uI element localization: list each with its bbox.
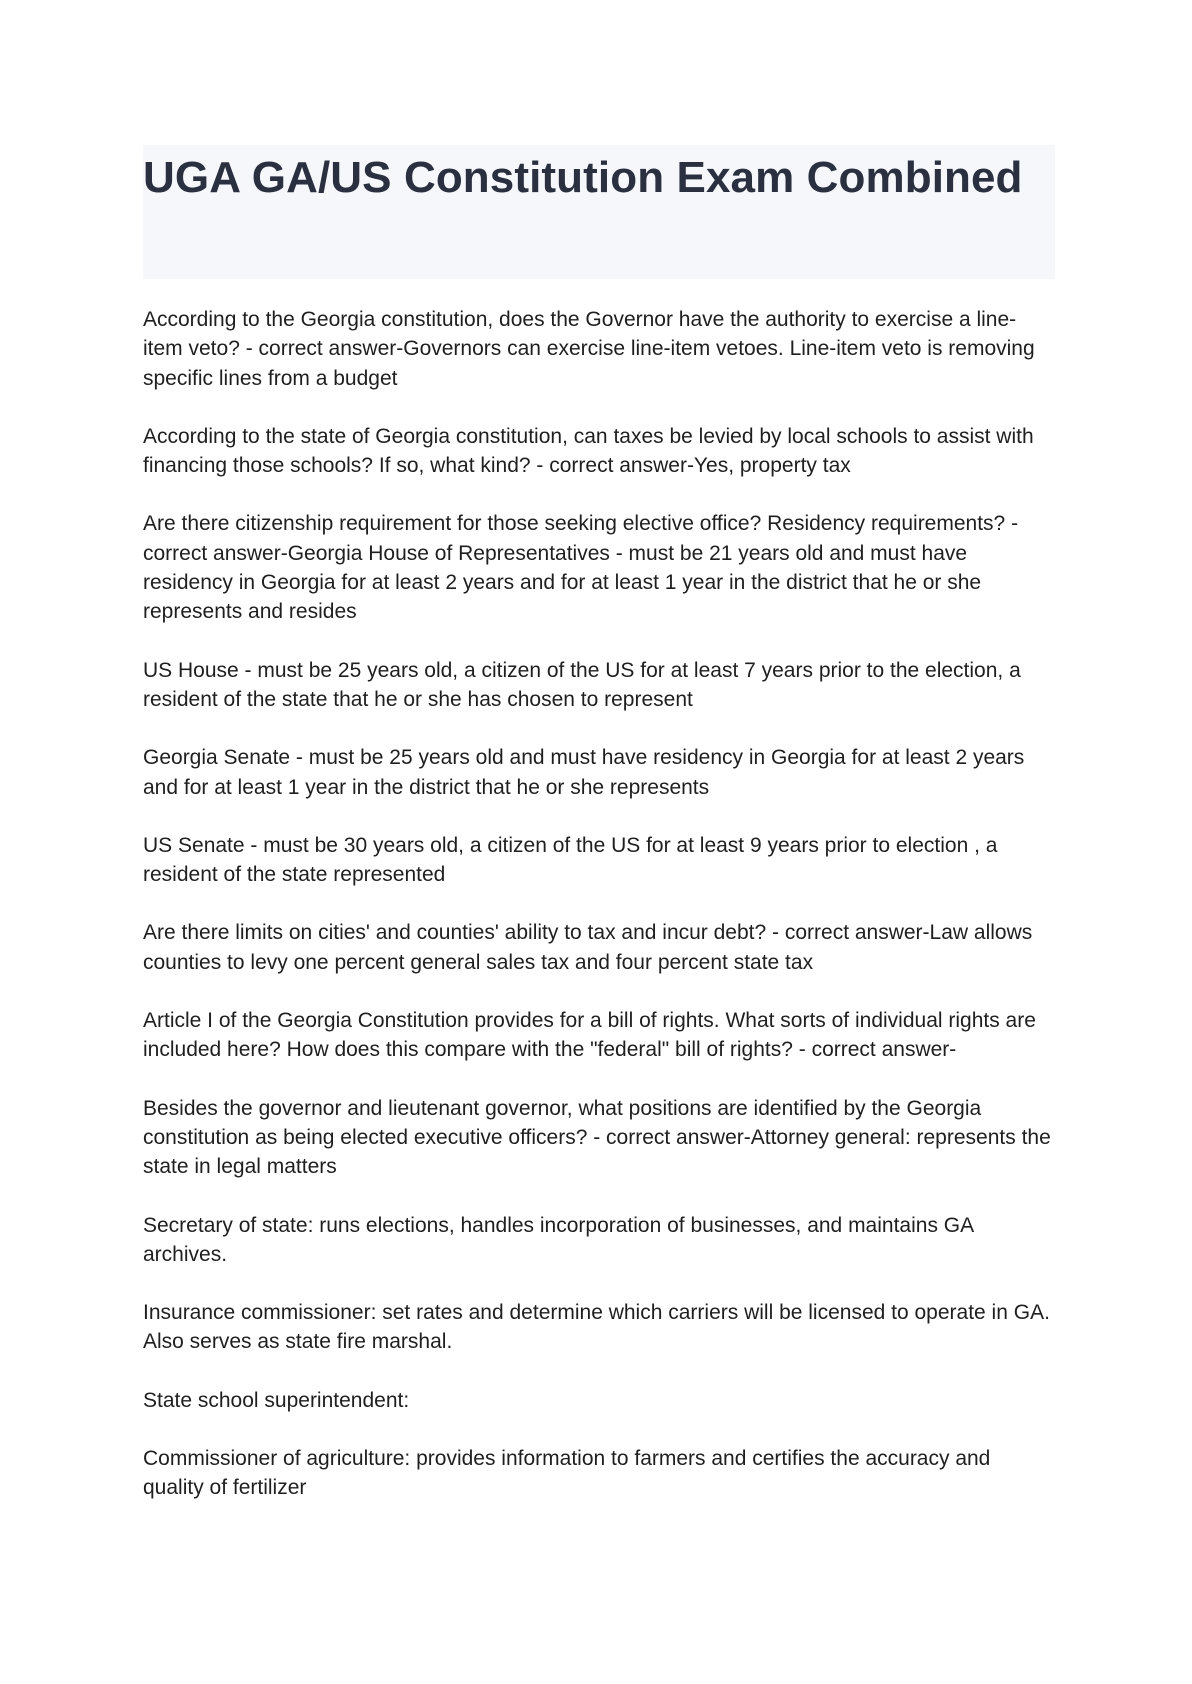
paragraph-tax-debt-limits: Are there limits on cities' and counties' ability to tax and incur debt? - correct answer-Law allows counties to levy one percent general sales tax and four percent state tax <box>143 921 1033 974</box>
paragraph-us-house: US House - must be 25 years old, a citizen of the US for at least 7 years prior to the election, a resident of the state that he or she has chosen to represent <box>143 658 1021 711</box>
paragraph-agriculture-commissioner: Commissioner of agriculture: provides information to farmers and certifies the accuracy and quality of fertilizer <box>143 1447 991 1500</box>
paragraph-insurance-commissioner: Insurance commissioner: set rates and determine which carriers will be licensed to operate in GA. Also serves as state fire marshal. <box>143 1301 1050 1354</box>
paragraph-school-taxes: According to the state of Georgia constitution, can taxes be levied by local schools to assist with financing those schools? If so, what kind? - correct answer-Yes, property tax <box>143 424 1034 478</box>
document-body <box>143 305 1055 1503</box>
paragraph-secretary-of-state: Secretary of state: runs elections, handles incorporation of businesses, and maintains GA archives. <box>143 1213 973 1266</box>
paragraph-georgia-senate: Georgia Senate - must be 25 years old and must have residency in Georgia for at least 2 years and for at least 1 year in the district that he or she represents <box>143 746 1025 799</box>
paragraph-us-senate: US Senate - must be 30 years old, a citizen of the US for at least 9 years prior to election , a resident of the state represented <box>143 833 998 887</box>
paragraph-citizenship-requirements: Are there citizenship requirement for those seeking elective office? Residency requirements? - correct answer-Georgia House of Representatives - must be 21 years old and must have residency in Georgia for at least 2 years and for at least 1 year in the district that he or she represents and resides <box>143 512 1019 624</box>
document-title: UGA GA/US Constitution Exam Combined <box>143 153 1023 202</box>
paragraph-bill-of-rights: Article I of the Georgia Constitution provides for a bill of rights. What sorts of individual rights are included here? How does this compare with the "federal" bill of rights? - correct answer- <box>143 1009 1036 1062</box>
paragraph-line-item-veto: According to the Georgia constitution, does the Governor have the authority to exercise a line-item veto? - correct answer-Governors can exercise line-item vetoes. Line-item veto is removing specific lines from a budget <box>143 308 1035 390</box>
paragraph-executive-officers: Besides the governor and lieutenant governor, what positions are identified by the Georgia constitution as being elected executive officers? - correct answer-Attorney general: represents the state in legal matters <box>143 1096 1051 1179</box>
title-banner <box>143 145 1055 279</box>
paragraph-school-superintendent: State school superintendent: <box>143 1388 410 1412</box>
document-page <box>143 145 1055 1532</box>
